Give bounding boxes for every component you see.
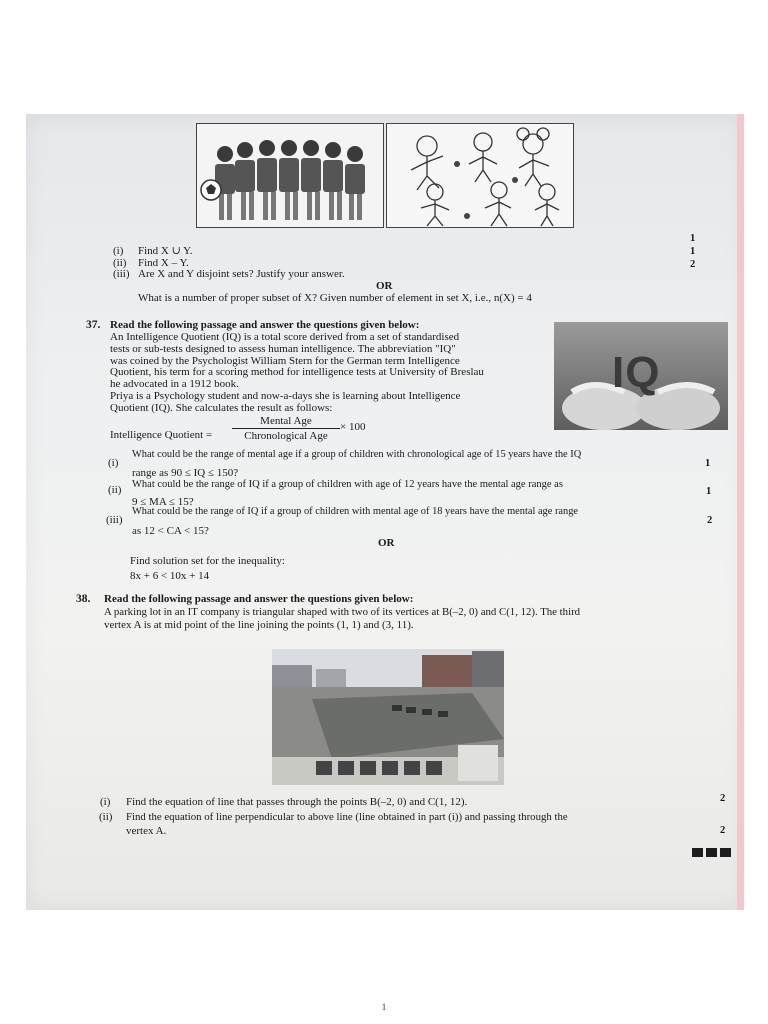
q36-part-i-marks: 1	[690, 233, 696, 244]
iq-formula-fraction	[232, 415, 340, 442]
q38-part-ii-label: (ii)	[99, 811, 113, 823]
q38-passage-line: vertex A is at mid point of the line joining the points (1, 1) and (3, 11).	[104, 619, 414, 631]
end-marker	[692, 848, 731, 857]
q37-part-i-line2: range as 90 ≤ IQ ≤ 150?	[132, 467, 239, 479]
q38-heading: Read the following passage and answer the questions given below:	[104, 593, 414, 605]
sports-cartoon-image	[386, 123, 574, 228]
iq-image-text: IQ	[612, 348, 661, 397]
q36-part-iii-label: (iii)	[113, 268, 130, 280]
parking-lot-image	[272, 649, 504, 785]
q37-part-iii-marks: 2	[707, 515, 713, 526]
children-team-image	[196, 123, 384, 228]
q38-number: 38.	[76, 593, 91, 605]
q37-passage-line: Priya is a Psychology student and now-a-days she is learning about Intelligence	[110, 390, 461, 402]
q37-passage-line: Quotient, his term for a scoring method for intelligence tests at University of Breslau	[110, 366, 484, 378]
q38-part-i-line1: Find the equation of line that passes through the points B(–2, 0) and C(1, 12).	[126, 796, 468, 808]
q36-part-iii-marks: 2	[690, 259, 696, 270]
q36-or: OR	[376, 280, 393, 292]
q36-part-ii-label: (ii)	[113, 257, 127, 269]
iq-hands-image	[554, 322, 728, 430]
q37-part-iii-label: (iii)	[106, 514, 123, 526]
q37-part-ii-marks: 1	[706, 486, 712, 497]
iq-formula-denominator: Chronological Age	[244, 430, 328, 442]
q36-or-question: What is a number of proper subset of X? Given number of element in set X, i.e., n(X) = 4	[138, 292, 532, 304]
q37-part-ii-line2: 9 ≤ MA ≤ 15?	[132, 496, 194, 508]
q36-part-i-text: Find X ∪ Y.	[138, 245, 193, 257]
fraction-bar	[232, 428, 340, 429]
q37-passage-line: he advocated in a 1912 book.	[110, 378, 239, 390]
page-number: 1	[381, 1002, 387, 1012]
q38-part-ii-line1: Find the equation of line perpendicular to above line (line obtained in part (i)) and passing through the	[126, 811, 568, 823]
q37-passage-line: was coined by the Psychologist William Stern for the German term Intelligence	[110, 355, 460, 367]
q37-or-question: Find solution set for the inequality:	[130, 555, 285, 567]
q37-passage-line: Quotient (IQ). She calculates the result as follows:	[110, 402, 333, 414]
q37-part-ii-label: (ii)	[108, 484, 122, 496]
q37-number: 37.	[86, 319, 101, 331]
q38-part-i-marks: 2	[720, 793, 726, 804]
q38-passage-line: A parking lot in an IT company is triangular shaped with two of its vertices at B(–2, 0) and C(1, 12). The third	[104, 606, 581, 618]
q38-part-ii-marks: 2	[720, 825, 726, 836]
q37-or: OR	[378, 537, 395, 549]
q36-part-ii-text: Find X – Y.	[138, 257, 189, 269]
q37-passage-line: An Intelligence Quotient (IQ) is a total score derived from a set of standardised	[110, 331, 460, 343]
q38-part-ii-line2: vertex A.	[126, 825, 167, 837]
q37-heading: Read the following passage and answer the questions given below:	[110, 319, 420, 331]
iq-formula-lhs: Intelligence Quotient =	[110, 429, 213, 441]
q37-part-i-marks: 1	[705, 458, 711, 469]
page-edge	[737, 114, 744, 910]
q37-passage-line: tests or sub-tests designed to assess human intelligence. The abbreviation "IQ"	[110, 343, 456, 355]
iq-formula-multiplier: × 100	[340, 421, 366, 433]
q37-part-i-label: (i)	[108, 457, 119, 469]
q36-part-ii-marks: 1	[690, 246, 696, 257]
iq-formula-numerator: Mental Age	[260, 415, 312, 427]
q36-part-i-label: (i)	[113, 245, 124, 257]
q37-part-i-line1: What could be the range of mental age if a group of children with chronological age of 15 years have the IQ	[132, 449, 582, 460]
q38-part-i-label: (i)	[100, 796, 111, 808]
q36-part-iii-text: Are X and Y disjoint sets? Justify your answer.	[138, 268, 345, 280]
q37-or-inequality: 8x + 6 < 10x + 14	[130, 570, 210, 582]
q37-part-ii-line1: What could be the range of IQ if a group of children with age of 12 years have the mental age range as	[132, 479, 563, 490]
q37-part-iii-line2: as 12 < CA < 15?	[132, 525, 209, 537]
q37-part-iii-line1: What could be the range of IQ if a group of children with mental age of 18 years have the mental age range	[132, 506, 579, 517]
